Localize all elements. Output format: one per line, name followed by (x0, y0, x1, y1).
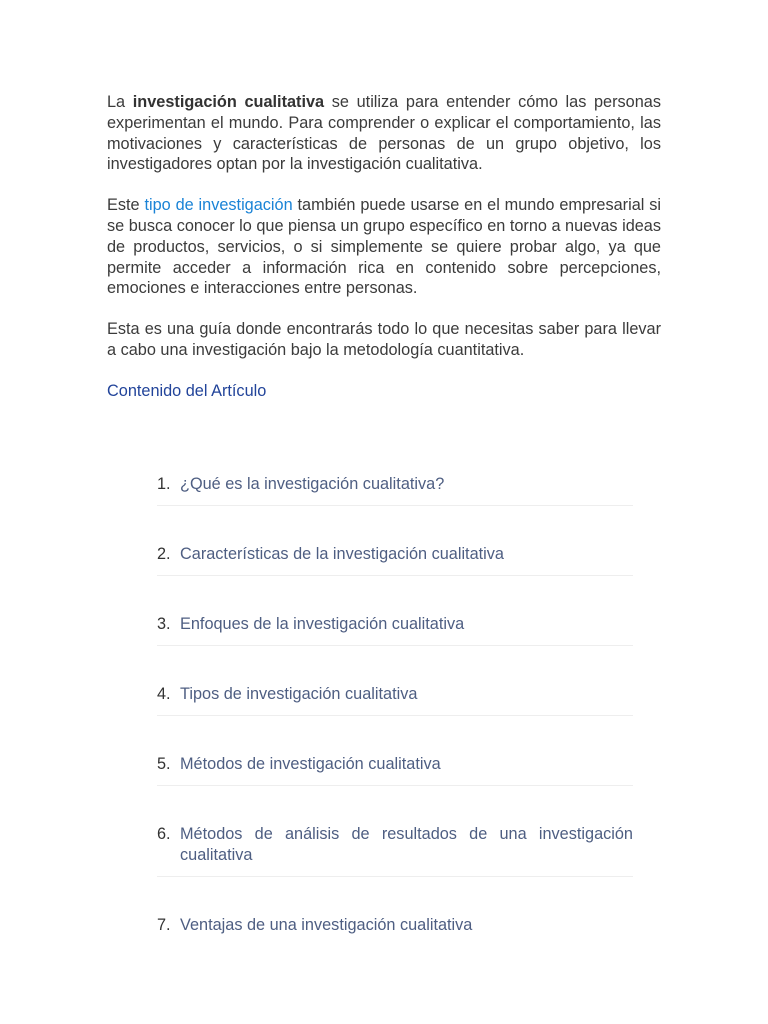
toc-item-number: 4. (157, 685, 171, 703)
toc-item (157, 474, 633, 506)
toc-item (157, 614, 633, 646)
business-paragraph (107, 195, 661, 299)
toc-link-metodos-analisis[interactable]: Métodos de análisis de resultados de una investigación cualitativa (180, 825, 633, 864)
toc-item-number: 5. (157, 755, 171, 773)
intro-text-start: La (107, 93, 133, 111)
toc-item (157, 754, 633, 786)
toc-link-tipos[interactable]: Tipos de investigación cualitativa (180, 685, 418, 703)
toc-link-metodos[interactable]: Métodos de investigación cualitativa (180, 755, 441, 773)
toc-link-enfoques[interactable]: Enfoques de la investigación cualitativa (180, 615, 465, 633)
toc-item (157, 544, 633, 576)
article-body (107, 92, 661, 402)
toc-item-number: 7. (157, 916, 171, 934)
toc-item (157, 824, 633, 877)
toc-item-number: 2. (157, 545, 171, 563)
toc-link-que-es[interactable]: ¿Qué es la investigación cualitativa? (180, 475, 445, 493)
toc-link-ventajas[interactable]: Ventajas de una investigación cualitativa (180, 916, 473, 934)
intro-text-end: se utiliza para entender cómo las personas experimentan el mundo. Para comprender o explicar el comportamiento, las motivaciones y características de personas de un grupo objetivo, los investigadores optan por la investigación cualitativa. (107, 93, 661, 174)
intro-paragraph (107, 92, 661, 175)
toc-title: Contenido del Artículo (107, 381, 267, 400)
toc-link-caracteristicas[interactable]: Características de la investigación cualitativa (180, 545, 504, 563)
table-of-contents (157, 474, 633, 984)
guide-paragraph: Esta es una guía donde encontrarás todo lo que necesitas saber para llevar a cabo una investigación bajo la metodología cuantitativa. (107, 320, 661, 359)
toc-item-number: 3. (157, 615, 171, 633)
toc-item (157, 915, 633, 946)
toc-item (157, 684, 633, 716)
toc-item-number: 6. (157, 825, 171, 843)
toc-item-number: 1. (157, 475, 171, 493)
intro-bold-term: investigación cualitativa (132, 93, 325, 111)
business-text-end: también puede usarse en el mundo empresarial si se busca conocer lo que piensa un grupo específico en torno a nuevas ideas de productos, servicios, o si simplemente se quiere probar algo, ya que permite acceder a información rica en contenido sobre percepciones, emociones e interacciones entre personas. (107, 196, 661, 298)
tipo-de-investigacion-link[interactable]: tipo de investigación (144, 196, 293, 215)
business-text-start: Este (107, 196, 145, 215)
